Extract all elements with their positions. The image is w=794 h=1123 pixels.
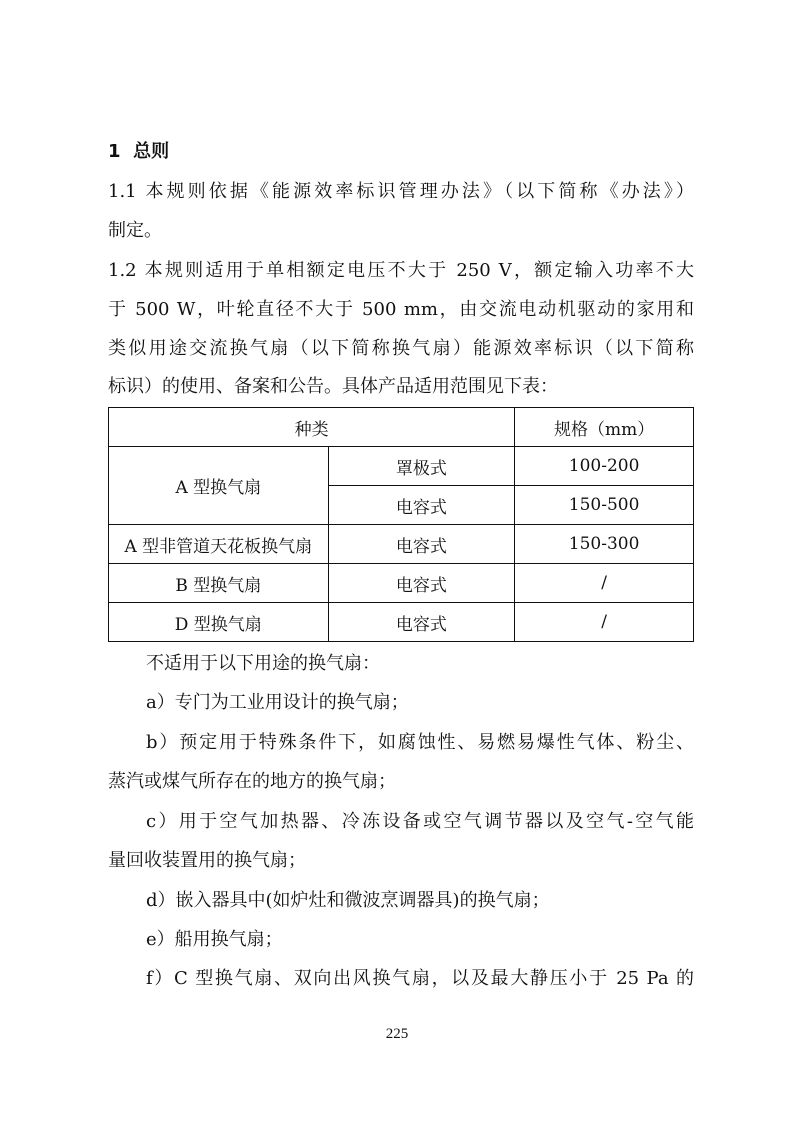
cell-sub: 电容式 (328, 486, 515, 525)
cell-type: B 型换气扇 (109, 564, 329, 603)
cell-sub: 电容式 (328, 564, 515, 603)
cell-type: A 型非管道天花板换气扇 (109, 525, 329, 564)
table-row (109, 447, 694, 486)
section-title: 总则 (133, 141, 170, 162)
exclusion-item-c-line-1: c）用于空气加热器、冷冻设备或空气调节器以及空气-空气能 (146, 811, 694, 832)
exclusions-intro: 不适用于以下用途的换气扇： (146, 653, 380, 674)
exclusion-item-c-line-2: 量回收装置用的换气扇； (108, 850, 306, 871)
exclusion-item-d: d）嵌入器具中(如炉灶和微波烹调器具)的换气扇； (146, 890, 550, 911)
table-row (109, 603, 694, 642)
table-row (109, 564, 694, 603)
paragraph-1-2-line-2: 于 500 W，叶轮直径不大于 500 mm，由交流电动机驱动的家用和 (108, 299, 694, 320)
exclusion-item-e: e）船用换气扇； (146, 929, 283, 950)
cell-sub: 电容式 (328, 525, 515, 564)
table-header-row (109, 408, 694, 447)
exclusion-item-a: a）专门为工业用设计的换气扇； (146, 692, 409, 713)
paragraph-1-1-line-2: 制定。 (108, 220, 162, 241)
paragraph-1-2-line-3: 类似用途交流换气扇（以下简称换气扇）能源效率标识（以下简称 (108, 338, 694, 359)
exclusion-item-f-line-1: f）C 型换气扇、双向出风换气扇，以及最大静压小于 25 Pa 的 (146, 968, 694, 989)
exclusion-item-b-line-2: 蒸汽或煤气所存在的地方的换气扇； (108, 771, 396, 792)
header-kind: 种类 (109, 408, 515, 447)
product-scope-table (108, 407, 694, 642)
cell-spec: 150-500 (515, 486, 694, 525)
paragraph-1-1-line-1: 1.1 本规则依据《能源效率标识管理办法》（以下简称《办法》） (108, 181, 694, 202)
page-number: 225 (385, 1026, 409, 1042)
cell-spec: / (515, 603, 694, 642)
section-number: 1 (108, 141, 121, 162)
cell-spec: / (515, 564, 694, 603)
cell-type: D 型换气扇 (109, 603, 329, 642)
cell-spec: 150-300 (515, 525, 694, 564)
cell-sub: 罩极式 (328, 447, 515, 486)
section-heading (108, 140, 694, 164)
table-row (109, 525, 694, 564)
cell-sub: 电容式 (328, 603, 515, 642)
header-spec: 规格（mm） (515, 408, 694, 447)
exclusion-item-b-line-1: b）预定用于特殊条件下，如腐蚀性、易燃易爆性气体、粉尘、 (146, 732, 694, 753)
cell-type: A 型换气扇 (109, 447, 329, 525)
paragraph-1-2-line-4: 标识）的使用、备案和公告。具体产品适用范围见下表： (108, 376, 558, 397)
paragraph-1-2-line-1: 1.2 本规则适用于单相额定电压不大于 250 V，额定输入功率不大 (108, 260, 694, 281)
cell-spec: 100-200 (515, 447, 694, 486)
